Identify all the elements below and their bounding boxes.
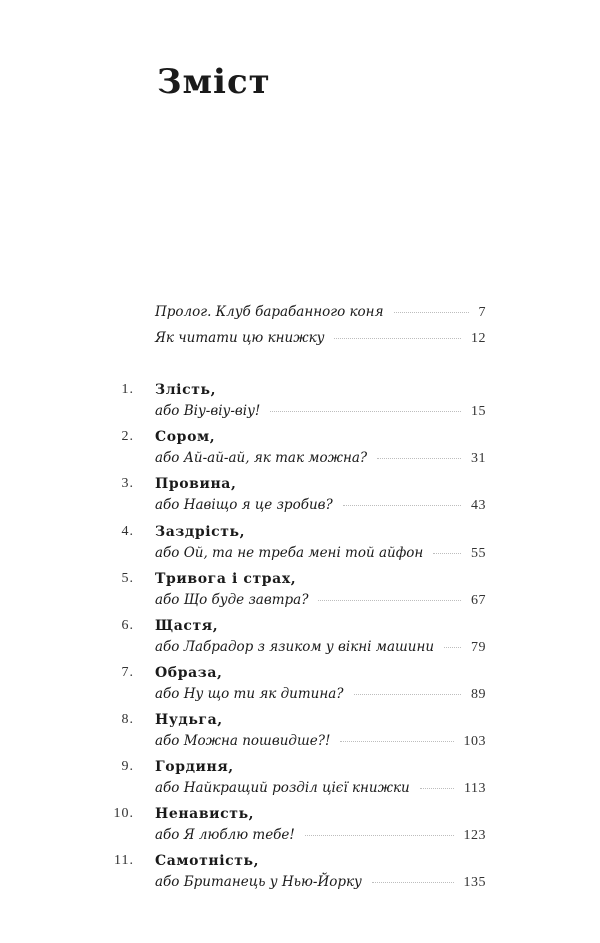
page-number: 79 (471, 640, 486, 655)
page-number: 89 (471, 687, 486, 702)
chapter-subtitle-line (155, 545, 486, 562)
chapter-number: 6. (121, 618, 134, 633)
chapter-heading: Злість, (155, 382, 217, 398)
dot-leader (334, 338, 461, 339)
dot-leader (372, 882, 454, 883)
chapter-subtitle: або Можна пошвидше?! (155, 733, 331, 749)
chapter-number: 3. (121, 476, 134, 491)
dot-leader (444, 647, 461, 648)
toc-entry-prologue[interactable] (155, 304, 486, 321)
dot-leader (433, 553, 461, 554)
chapter-number: 11. (114, 853, 134, 868)
chapter-subtitle-line (155, 403, 486, 420)
dot-leader (377, 458, 461, 459)
chapter-subtitle: або Ай-ай-ай, як так можна? (155, 450, 368, 466)
dot-leader (343, 505, 461, 506)
page-number: 55 (471, 546, 486, 561)
chapter-subtitle-line (155, 639, 486, 656)
page-number: 113 (464, 781, 486, 796)
dot-leader (354, 694, 461, 695)
dot-leader (270, 411, 461, 412)
chapter-heading: Щастя, (155, 618, 219, 634)
page-number: 12 (471, 331, 486, 346)
chapter-subtitle: або Ой, та не треба мені той айфон (155, 545, 424, 561)
page-number: 135 (463, 875, 486, 890)
chapter-number: 5. (121, 571, 134, 586)
chapter-subtitle-line (155, 686, 486, 703)
chapter-subtitle: або Навіщо я це зробив? (155, 497, 333, 513)
chapter-subtitle: або Найкращий розділ цієї книжки (155, 780, 410, 796)
chapter-heading: Ненависть, (155, 806, 255, 822)
chapter-heading: Тривога і страх, (155, 571, 297, 587)
chapter-number: 9. (121, 759, 134, 774)
page-number: 7 (478, 305, 486, 320)
chapter-subtitle: або Лабрадор з язиком у вікні машини (155, 639, 435, 655)
chapter-heading: Гординя, (155, 759, 234, 775)
page-number: 43 (471, 498, 486, 513)
page-number: 15 (471, 404, 486, 419)
chapter-number: 4. (121, 524, 134, 539)
dot-leader (305, 835, 454, 836)
chapter-subtitle-line (155, 827, 486, 844)
page-number: 123 (463, 828, 486, 843)
chapter-subtitle: або Я люблю тебе! (155, 827, 295, 843)
chapter-subtitle-line (155, 592, 486, 609)
chapter-heading: Образа, (155, 665, 223, 681)
chapter-heading: Заздрість, (155, 524, 246, 540)
chapter-heading: Провина, (155, 476, 237, 492)
dot-leader (394, 312, 469, 313)
dot-leader (340, 741, 453, 742)
chapter-number: 2. (121, 429, 134, 444)
chapter-subtitle: або Британець у Нью-Йорку (155, 874, 362, 890)
chapter-subtitle-line (155, 874, 486, 891)
entry-title: Пролог. Клуб барабанного коня (155, 304, 384, 320)
page-number: 67 (471, 593, 486, 608)
chapter-subtitle-line (155, 780, 486, 797)
chapter-subtitle-line (155, 733, 486, 750)
chapter-subtitle-line (155, 497, 486, 514)
toc-entry-how-to-read[interactable] (155, 330, 486, 347)
chapter-subtitle: або Що буде завтра? (155, 592, 309, 608)
chapter-subtitle: або Віу-віу-віу! (155, 403, 261, 419)
chapter-heading: Самотність, (155, 853, 260, 869)
dot-leader (420, 788, 454, 789)
chapter-subtitle: або Ну що ти як дитина? (155, 686, 344, 702)
page-number: 31 (471, 451, 486, 466)
chapter-number: 8. (121, 712, 134, 727)
chapter-heading: Нудьга, (155, 712, 223, 728)
entry-title: Як читати цю книжку (155, 330, 325, 346)
chapter-number: 7. (121, 665, 134, 680)
chapter-subtitle-line (155, 450, 486, 467)
dot-leader (318, 600, 461, 601)
chapter-number: 10. (113, 806, 134, 821)
chapter-number: 1. (121, 382, 134, 397)
page-title: Зміст (157, 62, 271, 102)
page-number: 103 (463, 734, 486, 749)
chapter-heading: Сором, (155, 429, 216, 445)
